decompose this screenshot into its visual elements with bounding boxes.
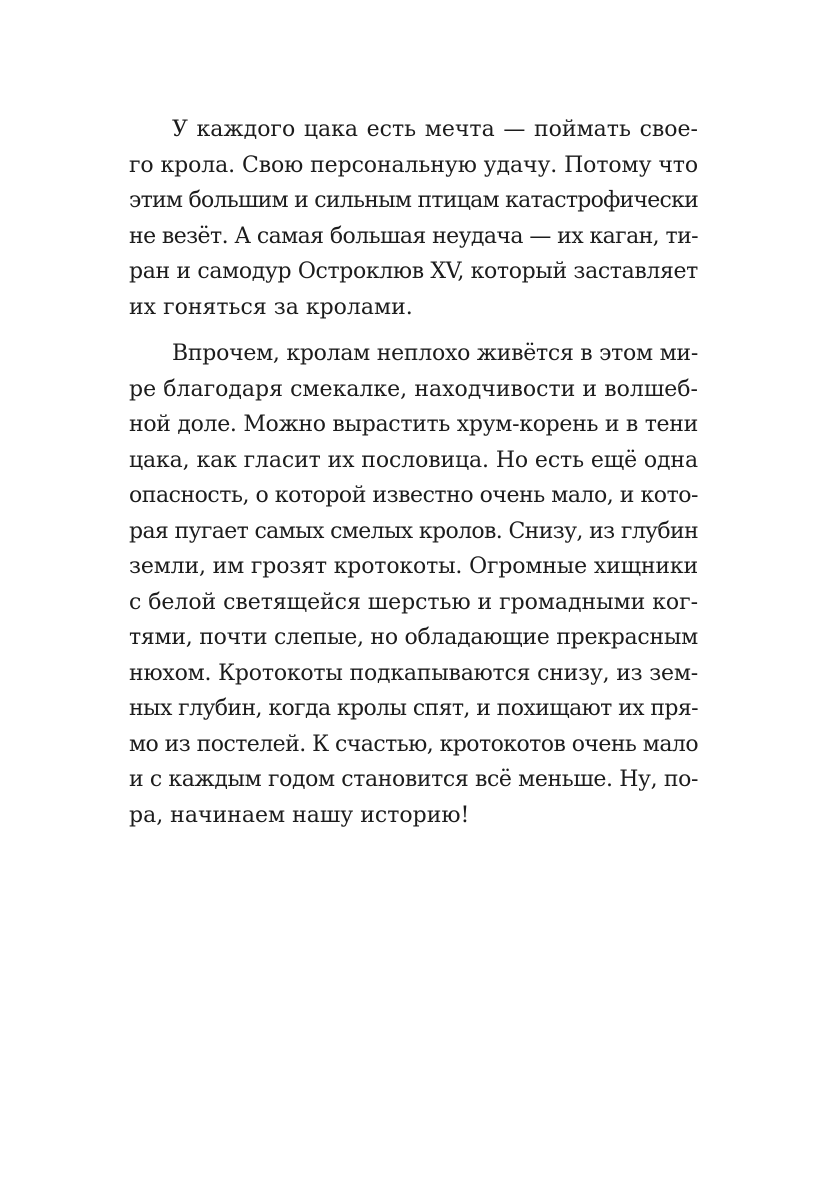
text-line: с белой светящейся шерстью и громадными ког- <box>129 589 698 615</box>
text-line: тями, почти слепые, но обладающие прекрасным <box>129 625 698 650</box>
text-line: го крола. Свою персональную удачу. Потому что <box>129 152 698 178</box>
text-line: У каждого цака есть мечта — поймать свое- <box>172 117 698 142</box>
text-line: ре благодаря смекалке, находчивости и волшеб- <box>129 376 698 402</box>
text-line: не везёт. А самая большая неудача — их каган, ти- <box>129 223 698 249</box>
text-line: ран и самодур Остроклюв XV, который заставляет <box>129 259 698 284</box>
text-line: нюхом. Кротокоты подкапываются снизу, из зем- <box>129 660 698 686</box>
text-line: их гоняться за кролами. <box>129 294 413 320</box>
text-line: ра, начинаем нашу историю! <box>129 802 470 828</box>
text-line: рая пугает самых смелых кролов. Снизу, из глубин <box>129 518 698 544</box>
text-line: ных глубин, когда кролы спят, и похищают их пря- <box>129 696 698 721</box>
text-line: мо из постелей. К счастью, кротокотов очень мало <box>129 731 698 757</box>
text-line: земли, им грозят кротокоты. Огромные хищники <box>129 554 698 579</box>
text-line: этим большим и сильным птицам катастрофически <box>129 188 698 213</box>
text-line: опасность, о которой известно очень мало, и кото- <box>129 483 698 508</box>
body-text <box>129 112 698 844</box>
paragraph-1 <box>129 112 698 325</box>
text-line: ной доле. Можно вырастить хрум-корень и в тени <box>129 412 698 437</box>
text-line: и с каждым годом становится всё меньше. Ну, по- <box>129 767 698 792</box>
paragraph-2 <box>129 336 698 833</box>
text-line: цака, как гласит их пословица. Но есть ещё одна <box>129 447 698 473</box>
text-line: Впрочем, кролам неплохо живётся в этом ми- <box>172 341 698 366</box>
